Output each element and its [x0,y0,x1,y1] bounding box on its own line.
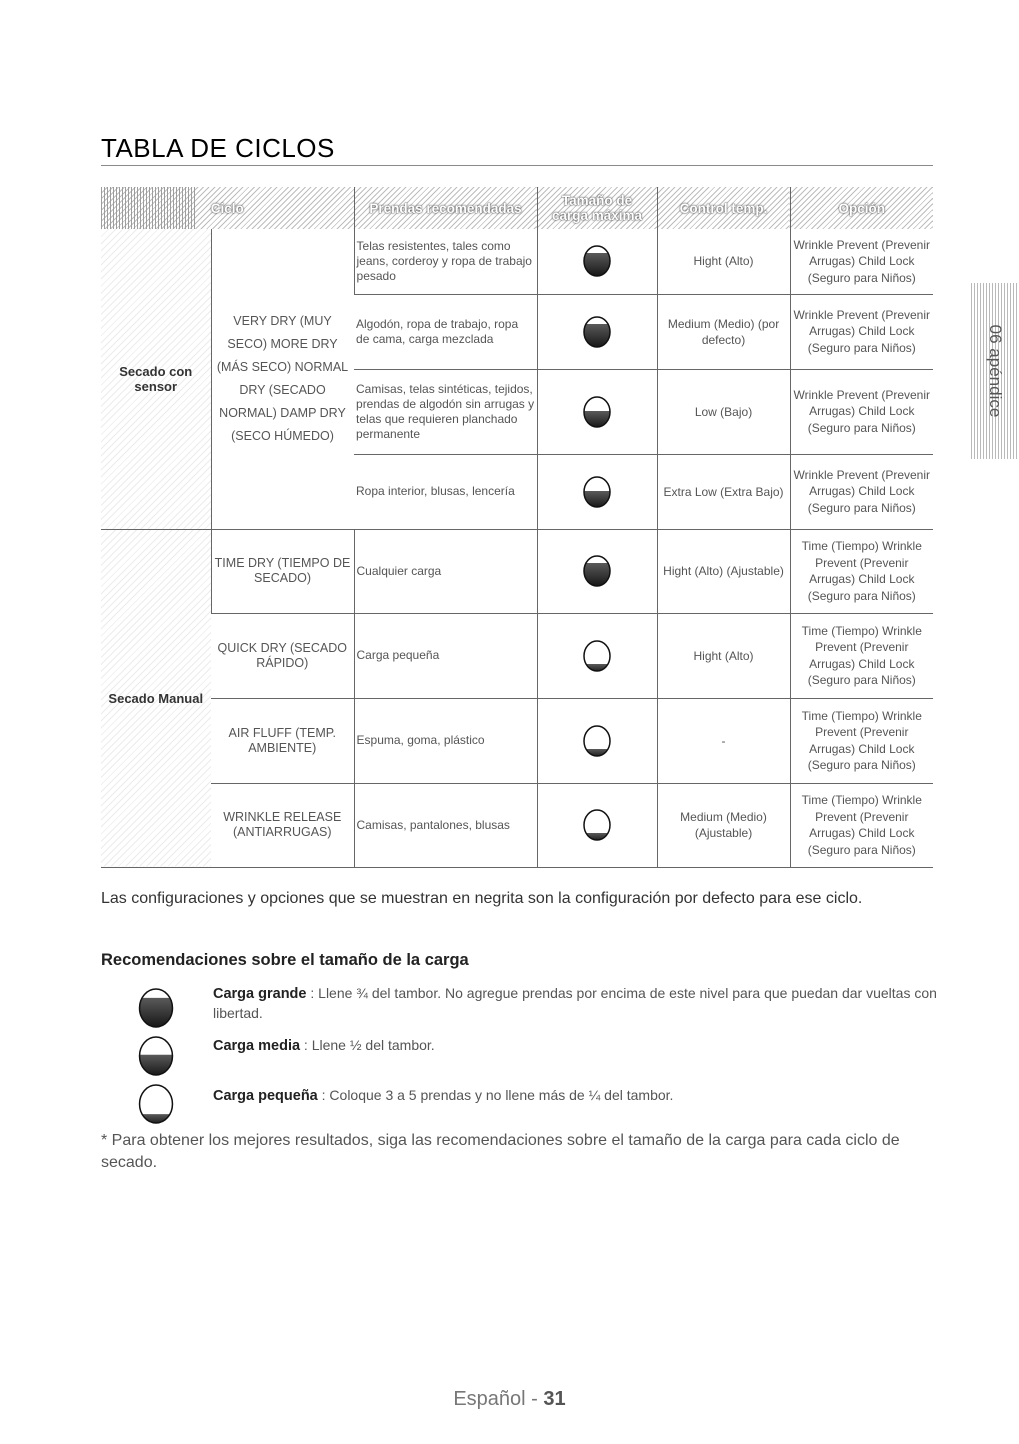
temp-cell: Hight (Alto) [657,229,790,294]
small-load-icon [137,1082,175,1126]
header-cycle: Ciclo [101,187,354,229]
temp-cell: Hight (Alto) [657,613,790,698]
sensor-cycles: VERY DRY (MUY SECO) MORE DRY (MÁS SECO) NORMAL DRY (SECADO NORMAL) DAMP DRY (SECO HÚMEDO) [211,229,354,529]
page-footer [0,1388,1019,1411]
small-load-icon [582,639,612,673]
legend-text [213,984,943,1023]
large-load-icon [582,244,612,278]
header-temp: Control temp. [657,187,790,229]
temp-cell: - [657,698,790,783]
load-cell [537,454,657,529]
load-cell [537,369,657,454]
garments-cell: Camisas, telas sintéticas, tejidos, prendas de algodón sin arrugas y telas que requieren planchado permanente [354,369,537,454]
table-row [101,613,933,698]
garments-cell: Carga pequeña [354,613,537,698]
header-load-line1: Tamaño de [561,193,633,208]
legend-term: Carga grande [213,986,307,1002]
small-load-icon [582,808,612,842]
option-cell: Time (Tiempo) Wrinkle Prevent (Prevenir Arrugas) Child Lock (Seguro para Niños) [790,613,933,698]
header-garments: Prendas recomendadas [354,187,537,229]
recommendations-title: Recomendaciones sobre el tamaño de la carga [101,951,469,969]
option-cell: Time (Tiempo) Wrinkle Prevent (Prevenir Arrugas) Child Lock (Seguro para Niños) [790,698,933,783]
small-load-icon [582,724,612,758]
footnote: * Para obtener los mejores resultados, siga las recomendaciones sobre el tamaño de la carga para cada ciclo de secado. [101,1132,900,1171]
legend-desc: : Llene ½ del tambor. [300,1037,435,1053]
garments-cell: Espuma, goma, plástico [354,698,537,783]
garments-cell: Camisas, pantalones, blusas [354,783,537,867]
garments-cell: Cualquier carga [354,529,537,613]
defaults-note: Las configuraciones y opciones que se muestran en negrita son la configuración por defecto para ese ciclo. [101,890,863,907]
temp-cell: Hight (Alto) (Ajustable) [657,529,790,613]
load-cell [537,613,657,698]
table-row [101,229,933,294]
legend-desc: : Llene ¾ del tambor. No agregue prendas por encima de este nivel para que puedan dar vueltas con libertad. [213,985,937,1021]
chapter-tab [971,283,1019,459]
legend-text [213,1036,943,1056]
cycle-cell: TIME DRY (TIEMPO DE SECADO) [211,529,354,613]
page-title: TABLA DE CICLOS [101,133,335,163]
header-load-size [537,187,657,229]
header-option: Opción [790,187,933,229]
temp-cell: Extra Low (Extra Bajo) [657,454,790,529]
medium-load-icon [582,475,612,509]
garments-cell: Telas resistentes, tales como jeans, corderoy y ropa de trabajo pesado [354,229,537,294]
legend-desc: : Coloque 3 a 5 prendas y no llene más de ¼ del tambor. [317,1087,674,1103]
title-divider [101,165,933,166]
temp-cell: Medium (Medio) (Ajustable) [657,783,790,867]
load-cell [537,529,657,613]
legend-term: Carga media [213,1038,301,1054]
medium-load-icon [137,1034,175,1078]
large-load-icon [137,986,175,1030]
page-number: 31 [543,1388,566,1410]
cycle-cell: WRINKLE RELEASE (ANTIARRUGAS) [211,783,354,867]
legend-term: Carga pequeña [213,1088,318,1104]
cycles-table [101,187,933,868]
legend-text [213,1086,943,1106]
load-cell [537,229,657,294]
header-load-line2: carga máxima [551,208,643,223]
garments-cell: Algodón, ropa de trabajo, ropa de cama, carga mezclada [354,294,537,369]
garments-cell: Ropa interior, blusas, lencería [354,454,537,529]
option-cell: Time (Tiempo) Wrinkle Prevent (Prevenir Arrugas) Child Lock (Seguro para Niños) [790,529,933,613]
large-load-icon [582,554,612,588]
temp-cell: Medium (Medio) (por defecto) [657,294,790,369]
group-sensor: Secado con sensor [101,229,211,529]
temp-cell: Low (Bajo) [657,369,790,454]
chapter-tab-label: 06 apéndice [986,324,1005,418]
option-cell: Wrinkle Prevent (Prevenir Arrugas) Child Lock (Seguro para Niños) [790,369,933,454]
option-cell: Wrinkle Prevent (Prevenir Arrugas) Child Lock (Seguro para Niños) [790,294,933,369]
footer-language: Español - [453,1388,544,1410]
load-cell [537,783,657,867]
option-cell: Wrinkle Prevent (Prevenir Arrugas) Child Lock (Seguro para Niños) [790,454,933,529]
table-row [101,783,933,867]
option-cell: Wrinkle Prevent (Prevenir Arrugas) Child Lock (Seguro para Niños) [790,229,933,294]
load-cell [537,698,657,783]
load-cell [537,294,657,369]
table-row [101,698,933,783]
large-load-icon [582,315,612,349]
cycle-cell: AIR FLUFF (TEMP. AMBIENTE) [211,698,354,783]
cycle-cell: QUICK DRY (SECADO RÁPIDO) [211,613,354,698]
option-cell: Time (Tiempo) Wrinkle Prevent (Prevenir Arrugas) Child Lock (Seguro para Niños) [790,783,933,867]
medium-load-icon [582,395,612,429]
table-row [101,529,933,613]
group-manual: Secado Manual [101,529,211,867]
